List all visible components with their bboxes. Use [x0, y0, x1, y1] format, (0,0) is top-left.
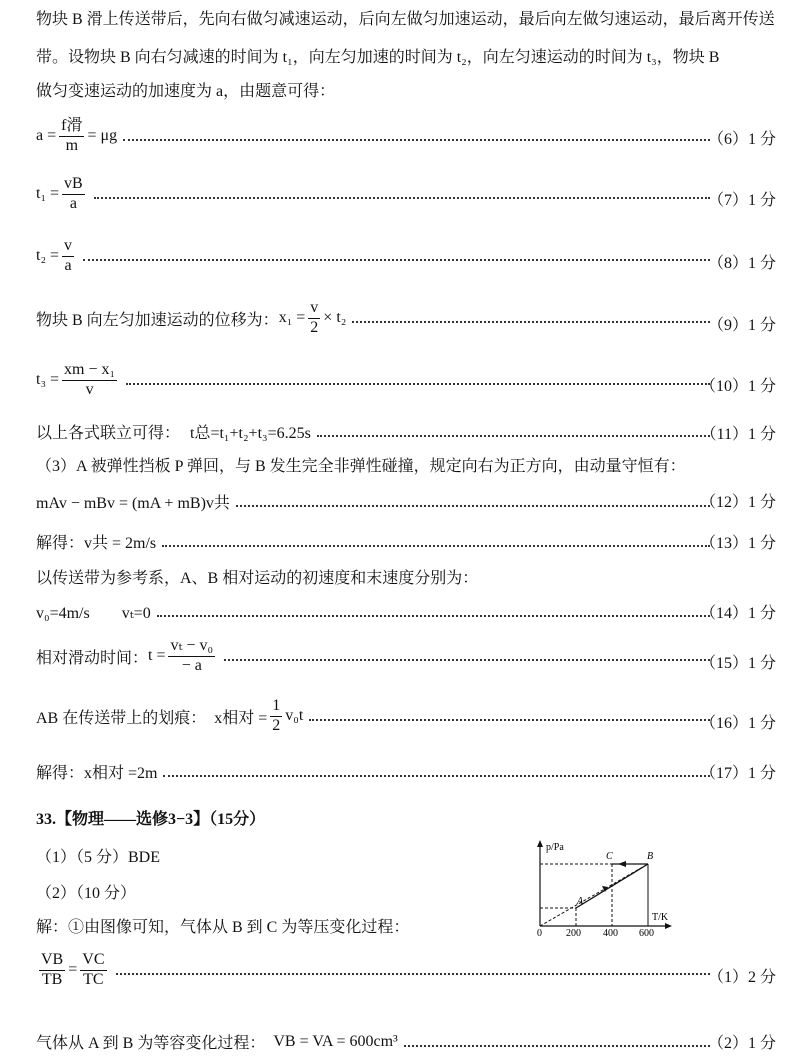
equation-6: [36, 118, 716, 155]
eq14-score: （14）1 分: [699, 605, 776, 622]
eq11-text: 以上各式联立可得：: [36, 425, 181, 442]
leader-dots: [224, 659, 710, 661]
eq17-score: （17）1 分: [699, 765, 776, 782]
eq10-fraction: [62, 362, 117, 399]
point-a-label: A: [577, 896, 584, 907]
eq9-score: （9）1 分: [707, 317, 776, 334]
equation-12: [36, 490, 716, 513]
arrow-b-to-c: [618, 861, 626, 867]
intro-line-3: 做匀变速运动的加速度为 a，由题意可得：: [36, 83, 336, 100]
tick-label: 200: [566, 928, 581, 938]
eq10-lhs: t₃ =: [36, 371, 60, 389]
eq6-rhs: = μg: [87, 127, 118, 145]
eq15-score: （15）1 分: [699, 655, 776, 672]
eq13-score: （13）1 分: [699, 535, 776, 552]
eq16-numerator: 1: [270, 698, 282, 717]
eq7-numerator: vB: [62, 176, 85, 195]
eq7-lhs: t₁ =: [36, 185, 60, 203]
eq16-score: （16）1 分: [699, 715, 776, 732]
p-t-diagram: [520, 838, 680, 938]
gas-eq1-score: （1）2 分: [707, 969, 776, 986]
eq16-rhs: v₀t: [285, 707, 304, 725]
equation-8: [36, 238, 716, 275]
eq12-score: （12）1 分: [699, 494, 776, 511]
equation-16: [36, 698, 716, 735]
eq8-denominator: a: [64, 256, 72, 274]
intro-line-2: 带。设物块 B 向右匀减速的时间为 t₁，向左匀加速的时间为 t₂，向左匀速运动的时间为 t₃，物块 B: [36, 49, 720, 66]
q2-text: （2）（10 分）: [36, 885, 137, 902]
eq11-formula: t总=t₁+t₂+t₃=6.25s: [190, 425, 311, 442]
eq9-text: 物块 B 向左匀加速运动的位移为：: [36, 311, 279, 329]
leader-dots: [404, 1045, 710, 1047]
gas-eq2-text: 气体从 A 到 B 为等容变化过程：: [36, 1035, 266, 1052]
gas-eq1-right-fraction: [80, 952, 106, 989]
equation-9: [36, 300, 716, 337]
p-axis-arrow: [537, 840, 543, 847]
intro-line-1: 物块 B 滑上传送带后，先向右做匀减速运动，后向左做匀加速运动，最后向左做匀速运动，最后离开传送: [36, 11, 775, 28]
tick-label: 0: [537, 928, 542, 938]
leader-dots: [162, 545, 710, 547]
leader-dots: [309, 719, 710, 721]
eq9-lhs: x₁ =: [278, 309, 306, 327]
eq6-denominator: m: [65, 136, 79, 154]
eq6-score: （6）1 分: [707, 131, 776, 148]
eq6-fraction: [59, 118, 84, 155]
section-33-title: 33.【物理——选修3−3】（15分）: [36, 811, 266, 828]
eq7-denominator: a: [69, 194, 77, 212]
eq16-lhs: x相对 =: [214, 709, 268, 727]
gas-equation-1: $\frac{VB}{TB}$ = $\frac{VC}{TC}$: [36, 952, 716, 989]
leader-dots: [126, 383, 710, 385]
eq10-denominator: v: [85, 380, 94, 398]
equation-10: [36, 362, 716, 399]
q2-solution: 解：①由图像可知，气体从 B 到 C 为等压变化过程：: [36, 919, 410, 936]
x-axis-label: T/K: [652, 912, 669, 923]
gas-eq2-formula: VB = VA = 600cm³: [273, 1032, 398, 1050]
gas-eq1-left-fraction: [39, 952, 65, 989]
tick-label: 400: [603, 928, 618, 938]
gas-eq1-left-den: TB: [41, 970, 63, 988]
eq7-score: （7）1 分: [707, 192, 776, 209]
gas-eq1-right-num: VC: [80, 952, 106, 971]
eq9-fraction: [308, 300, 320, 337]
gas-eq2-score: （2）1 分: [707, 1035, 776, 1052]
leader-dots: [157, 615, 710, 617]
eq9-numerator: v: [308, 300, 320, 319]
eq8-score: （8）1 分: [707, 255, 776, 272]
gas-equation-2: [36, 1030, 716, 1053]
leader-dots: [352, 321, 710, 323]
eq15-lhs: t =: [148, 647, 166, 665]
leader-dots: [163, 775, 710, 777]
equation-17: [36, 760, 716, 783]
equation-14: [36, 600, 716, 623]
equation-11: [36, 420, 716, 443]
equation-15: [36, 638, 716, 675]
leader-dots: [317, 435, 710, 437]
y-axis-label: p/Pa: [546, 842, 564, 853]
leader-dots: [236, 505, 710, 507]
tick-label: 600: [639, 928, 654, 938]
reference-frame-text: 以传送带为参考系，A、B 相对运动的初速度和末速度分别为：: [36, 570, 479, 587]
eq11-score: （11）1 分: [700, 426, 776, 443]
eq15-text: 相对滑动时间：: [36, 649, 149, 667]
eq8-numerator: v: [62, 238, 74, 257]
point-b-label: B: [647, 851, 654, 862]
eq17-formula: 解得：x相对 =2m: [36, 765, 158, 782]
part-3-text: （3）A 被弹性挡板 P 弹回，与 B 发生完全非弹性碰撞，规定向右为正方向，由动量守恒有：: [36, 458, 686, 475]
eq10-numerator: xm − x₁: [62, 362, 117, 381]
eq12-formula: mAv − mBv = (mA + mB)v共: [36, 495, 230, 512]
eq8-fraction: [62, 238, 74, 275]
eq16-fraction: [270, 698, 282, 735]
equation-13: [36, 530, 716, 553]
equation-7: [36, 176, 716, 213]
q1-answer: （1）（5 分）BDE: [36, 849, 161, 866]
eq9-denominator: 2: [310, 318, 319, 336]
gas-eq1-left-num: VB: [39, 952, 65, 971]
point-c-label: C: [606, 851, 613, 862]
eq15-numerator: vₜ − v₀: [168, 638, 215, 657]
leader-dots: [116, 973, 711, 975]
leader-dots: [123, 139, 710, 141]
eq10-score: （10）1 分: [699, 378, 776, 395]
eq16-denominator: 2: [272, 716, 281, 734]
leader-dots: [83, 259, 710, 261]
eq7-fraction: [62, 176, 85, 213]
eq16-text: AB 在传送带上的划痕：: [36, 709, 207, 727]
eq15-fraction: [168, 638, 215, 675]
eq13-formula: 解得：v共 = 2m/s: [36, 535, 157, 552]
t-axis-arrow: [665, 923, 672, 929]
eq15-denominator: − a: [181, 656, 202, 674]
leader-dots: [94, 197, 710, 199]
eq14-formula: v₀=4m/s vₜ=0: [36, 605, 151, 622]
eq6-numerator: f滑: [59, 118, 84, 137]
eq9-rhs: × t₂: [323, 309, 347, 327]
eq6-lhs: a =: [36, 127, 57, 145]
gas-eq1-right-den: TC: [83, 970, 104, 988]
eq8-lhs: t₂ =: [36, 247, 60, 265]
